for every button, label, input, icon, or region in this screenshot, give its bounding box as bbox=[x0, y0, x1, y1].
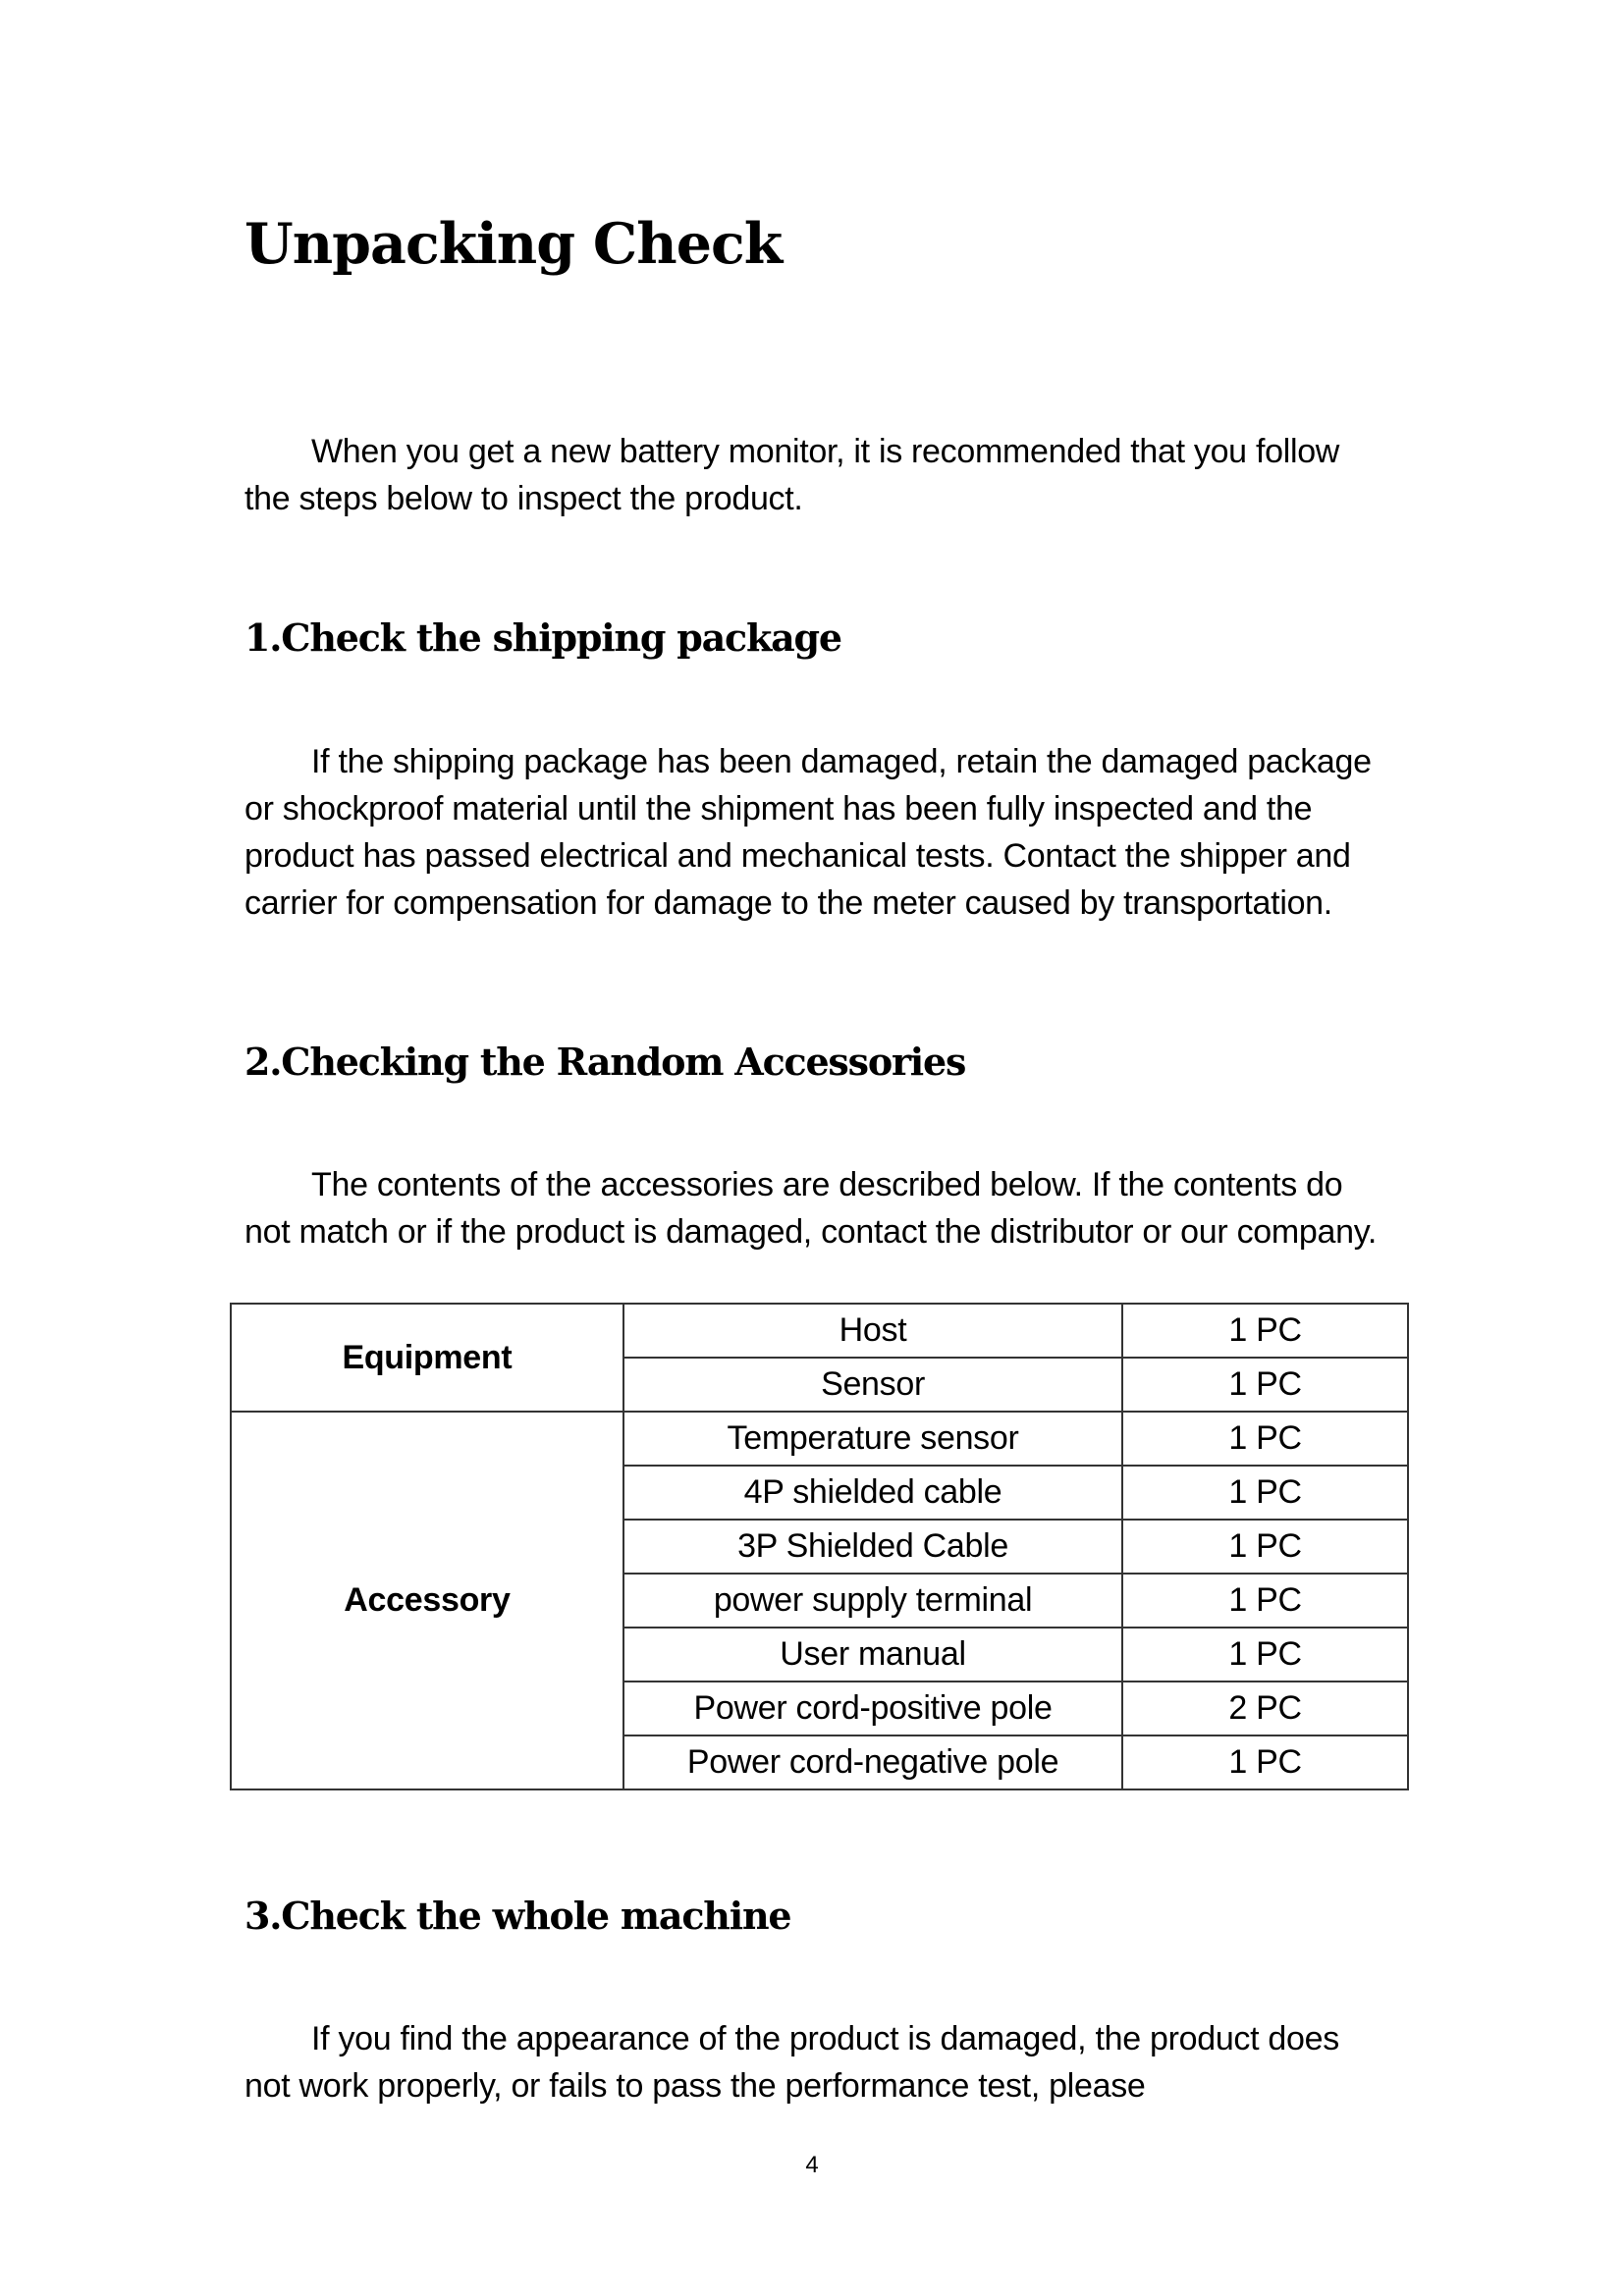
qty-cell: 1 PC bbox=[1122, 1735, 1408, 1789]
page-title: Unpacking Check bbox=[244, 211, 783, 277]
qty-cell: 1 PC bbox=[1122, 1304, 1408, 1358]
qty-cell: 1 PC bbox=[1122, 1412, 1408, 1466]
table-row bbox=[231, 1304, 1408, 1358]
accessory-table bbox=[230, 1303, 1409, 1790]
section-2-heading: 2.Checking the Random Accessories bbox=[244, 1040, 966, 1084]
section-2-body: The contents of the accessories are described below. If the contents do not match or if the product is damaged, contact the distributor or our company. bbox=[244, 1166, 1378, 1251]
qty-cell: 1 PC bbox=[1122, 1520, 1408, 1574]
section-3-body: If you find the appearance of the product is damaged, the product does not work properly, or fails to pass the performance test, please bbox=[244, 2020, 1339, 2105]
section-1-heading: 1.Check the shipping package bbox=[244, 615, 841, 660]
group-cell-equipment: Equipment bbox=[231, 1304, 623, 1412]
qty-cell: 1 PC bbox=[1122, 1574, 1408, 1628]
table-row bbox=[231, 1412, 1408, 1466]
qty-cell: 2 PC bbox=[1122, 1682, 1408, 1735]
item-cell: Power cord-positive pole bbox=[623, 1682, 1122, 1735]
section-3-heading: 3.Check the whole machine bbox=[244, 1894, 791, 1938]
qty-cell: 1 PC bbox=[1122, 1466, 1408, 1520]
qty-cell: 1 PC bbox=[1122, 1358, 1408, 1412]
item-cell: 3P Shielded Cable bbox=[623, 1520, 1122, 1574]
item-cell: 4P shielded cable bbox=[623, 1466, 1122, 1520]
item-cell: Temperature sensor bbox=[623, 1412, 1122, 1466]
item-cell: Sensor bbox=[623, 1358, 1122, 1412]
item-cell: Host bbox=[623, 1304, 1122, 1358]
item-cell: Power cord-negative pole bbox=[623, 1735, 1122, 1789]
group-cell-accessory: Accessory bbox=[231, 1412, 623, 1789]
page-number: 4 bbox=[805, 2152, 819, 2178]
qty-cell: 1 PC bbox=[1122, 1628, 1408, 1682]
section-1-body: If the shipping package has been damaged, retain the damaged package or shockproof material until the shipment has been fully inspected and the product has passed electrical and mechanical tests. Contact the shipper and carrier for compensation for damage to the meter caused by transportation. bbox=[244, 743, 1372, 922]
item-cell: User manual bbox=[623, 1628, 1122, 1682]
intro-paragraph: When you get a new battery monitor, it is recommended that you follow the steps below to inspect the product. bbox=[244, 433, 1340, 517]
item-cell: power supply terminal bbox=[623, 1574, 1122, 1628]
